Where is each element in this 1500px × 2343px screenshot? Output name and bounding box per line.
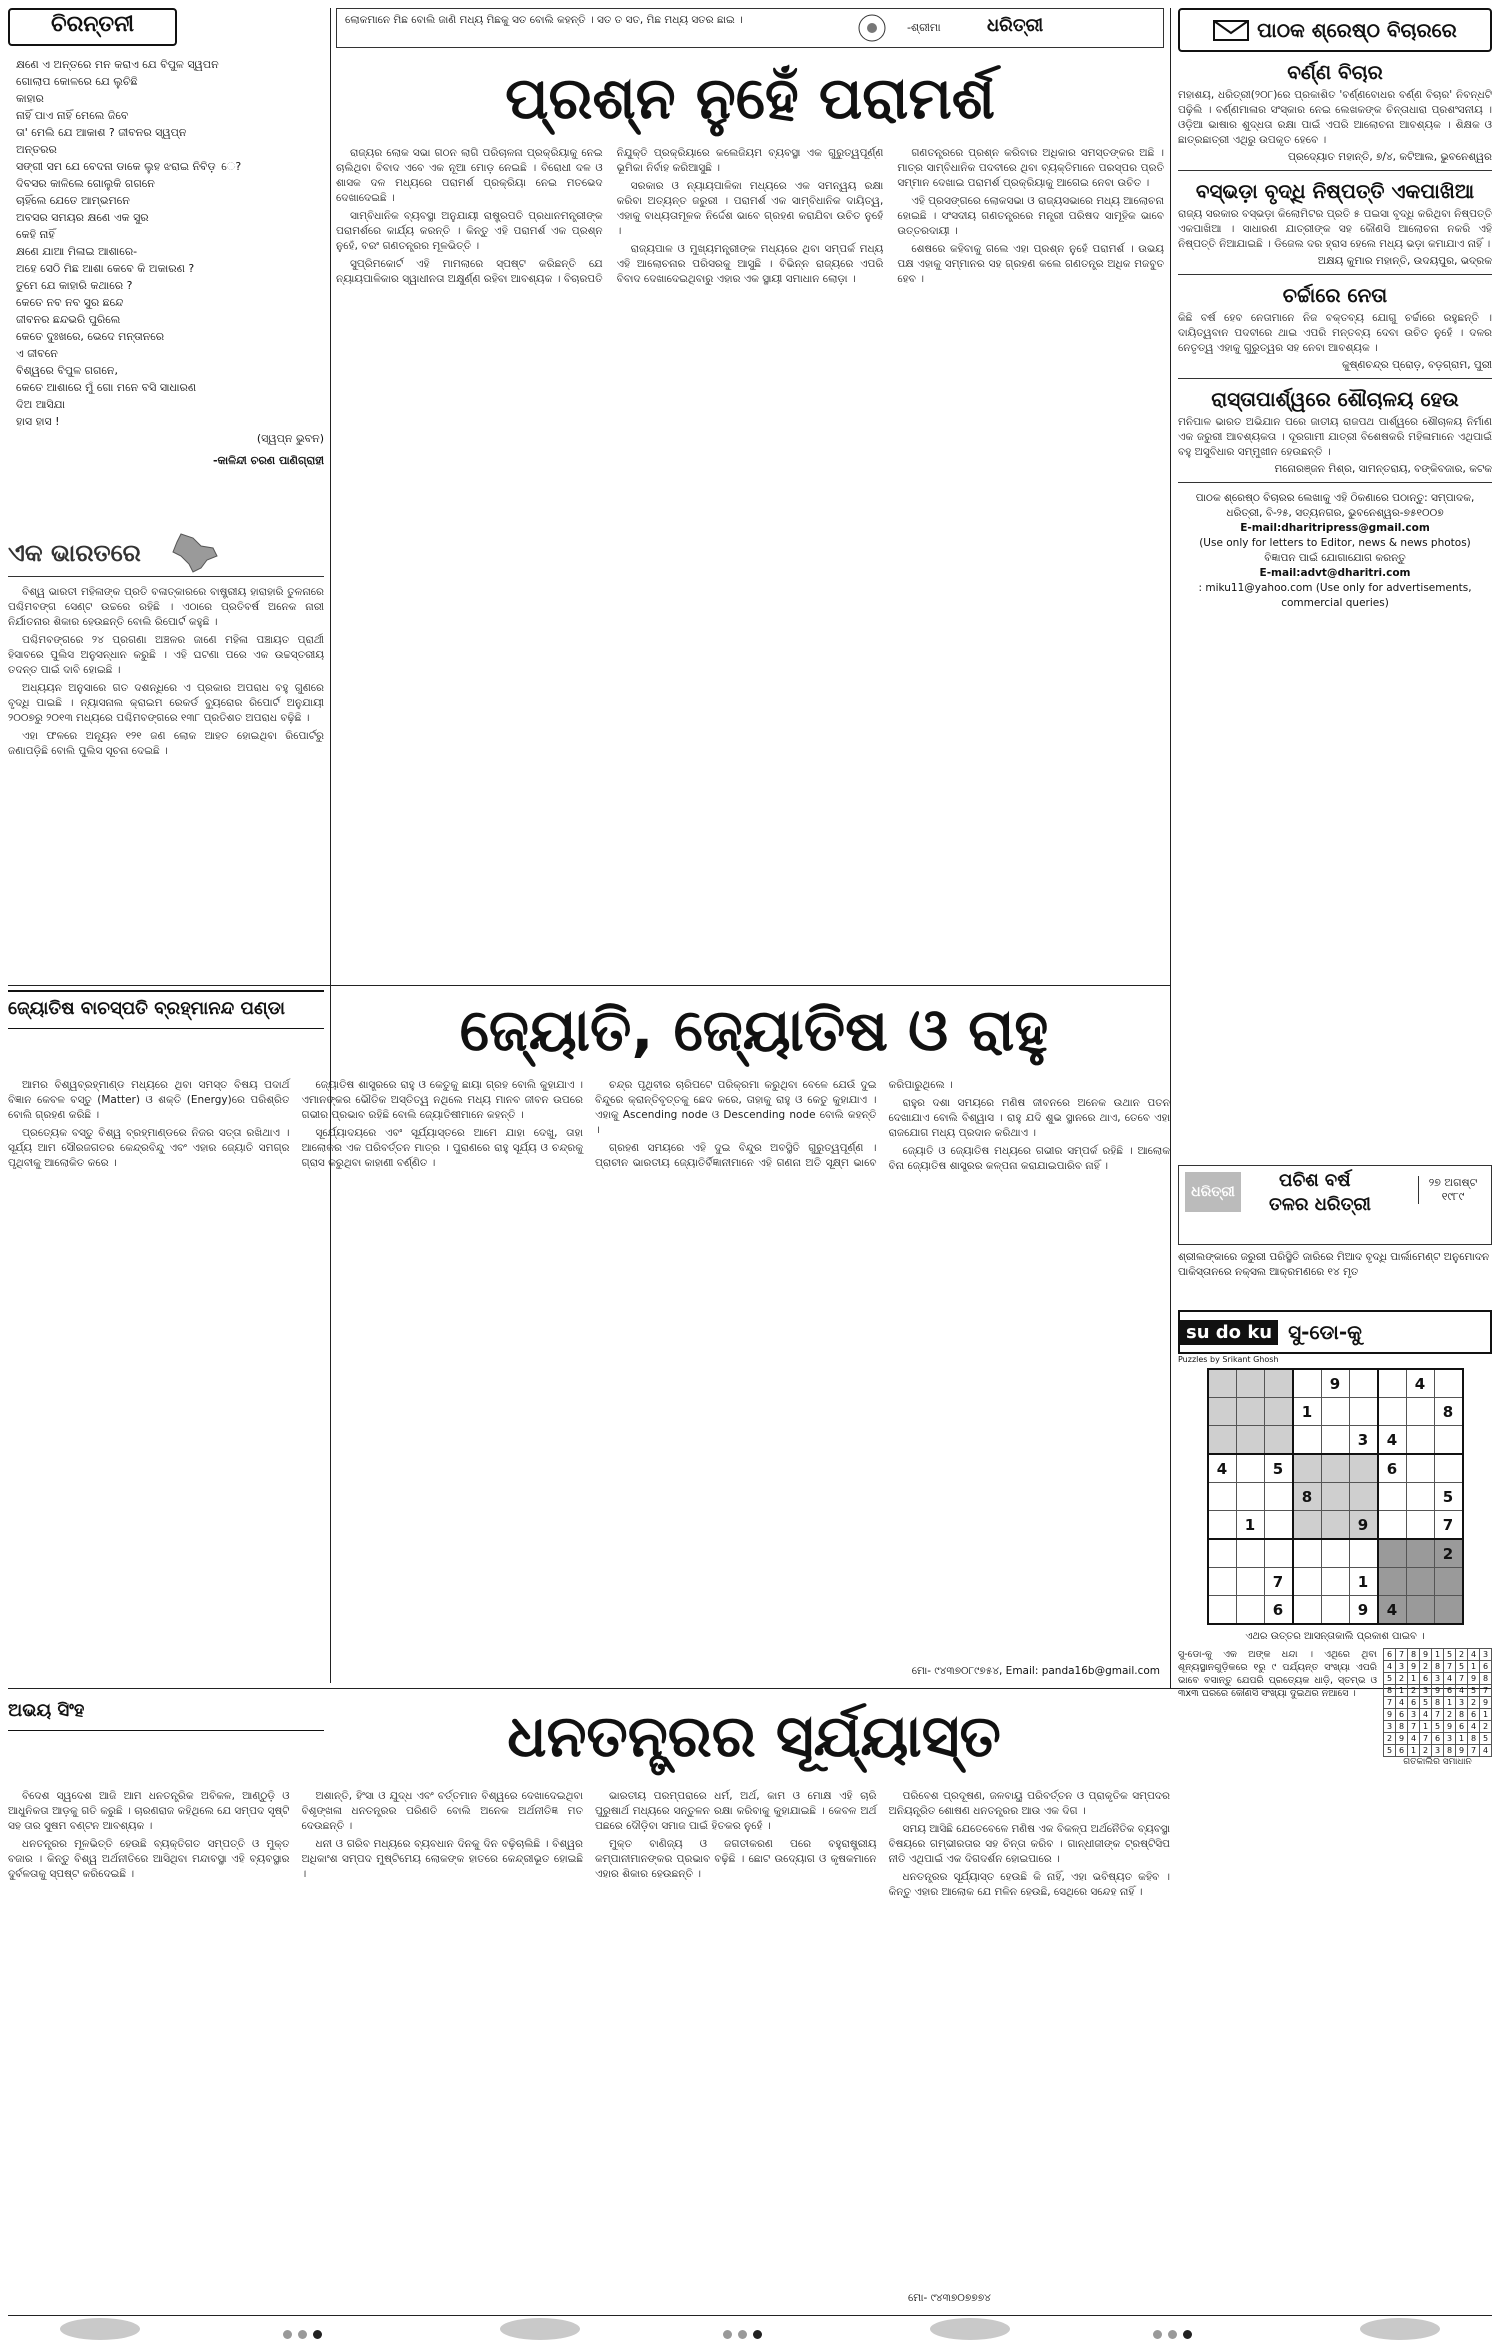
footer-dots (280, 2324, 325, 2343)
paragraph: ରାହୁର ଦଶା ସମୟରେ ମଣିଷ ଜୀବନରେ ଅନେକ ଉଥାନ ପତନ ଦେଖାଯାଏ ବୋଲି ବିଶ୍ୱାସ । ରାହୁ ଯଦି ଶୁଭ ସ୍ଥାନରେ ଥାଏ, ତେବେ ଏହା ରାଜଯୋଗ ମଧ୍ୟ ପ୍ରଦାନ କରିଥାଏ । (888, 1097, 1170, 1139)
solution-cell: 6 (1456, 1721, 1468, 1733)
solution-cell: 7 (1432, 1709, 1444, 1721)
sudoku-cell[interactable]: 3 (1349, 1426, 1378, 1455)
solution-cell: 8 (1384, 1685, 1396, 1697)
sudoku-cell[interactable] (1236, 1454, 1264, 1483)
sudoku-cell[interactable] (1378, 1539, 1407, 1568)
solution-cell: 4 (1480, 1745, 1492, 1757)
paragraph: ପ୍ରତ୍ୟେକ ବସ୍ତୁ ବିଶ୍ୱ ବ୍ରହ୍ମାଣ୍ଡରେ ନିଜର ସତ୍ତା ରଖିଥାଏ । ସୂର୍ଯ୍ୟ ଆମ ସୌରଜଗତର କେନ୍ଦ୍ରବିନ୍ଦୁ ଏବଂ ଏହାର ଜ୍ୟୋତି ସମଗ୍ର ପୃଥିବୀକୁ ଆଲୋକିତ କରେ । (8, 1127, 290, 1169)
solution-cell: 3 (1432, 1745, 1444, 1757)
paragraph: ଆମର ବିଶ୍ୱବ୍ରହ୍ମାଣ୍ଡ ମଧ୍ୟରେ ଥିବା ସମସ୍ତ ବିଷୟ ପଦାର୍ଥ ବିଜ୍ଞାନ କେବଳ ବସ୍ତୁ (Matter) ଓ ଶକ୍ତି (Energy)ରେ ପରିଶ୍ରିତ ବୋଲି ଗ୍ରହଣ କରିଛି । (8, 1079, 290, 1121)
sudoku-cell[interactable] (1236, 1596, 1264, 1625)
sudoku-cell[interactable]: 8 (1293, 1483, 1322, 1511)
solution-cell: 1 (1408, 1673, 1420, 1685)
solution-cell: 9 (1384, 1709, 1396, 1721)
sudoku-cell[interactable] (1208, 1369, 1237, 1398)
solution-cell: 2 (1420, 1661, 1432, 1673)
paragraph: ଅଧ୍ୟୟନ ଅନୁସାରେ ଗତ ଦଶନ୍ଧିରେ ଏ ପ୍ରକାର ଅପରାଧ ବହୁ ଗୁଣରେ ବୃଦ୍ଧି ପାଇଛି । ନ୍ୟାସନାଲ କ୍ରାଇମ ରେକର୍ଡ ବ୍ୟୁରୋର ରିପୋର୍ଟ ଅନୁଯାୟୀ ୨୦୦୭ରୁ ୨୦୧୩ ମଧ୍ୟରେ ପଶ୍ଚିମବଙ୍ଗରେ ୧୩୮ ପ୍ରତିଶତ ଅପରାଧ ବଢ଼ିଛି । (8, 682, 324, 724)
paragraph: ଶେଷରେ କହିବାକୁ ଗଲେ ଏହା ପ୍ରଶ୍ନ ନୁହେଁ ପରାମର୍ଶ । ଉଭୟ ପକ୍ଷ ଏହାକୁ ସମ୍ମାନର ସହ ଗ୍ରହଣ କଲେ ଗଣତନ୍ତ୍ର ଅଧିକ ମଜବୁତ ହେବ । (897, 243, 1164, 285)
letter-body: ମନିପାଳ ଭାରତ ଅଭିଯାନ ପରେ ଜାତୀୟ ରାଜପଥ ପାର୍ଶ୍ୱରେ ଶୌଚାଳୟ ନିର୍ମାଣ ଏକ ଜରୁରୀ ଆବଶ୍ୟକତା । ଦୂରଗାମୀ ଯାତ୍ରୀ ବିଶେଷକରି ମହିଳାମାନେ ଏଥିପାଇଁ ବହୁ ଅସୁବିଧାର ସମ୍ମୁଖୀନ ହେଉଛନ୍ତି । (1178, 416, 1492, 458)
sudoku-cell[interactable] (1321, 1568, 1349, 1596)
solution-cell: 1 (1480, 1709, 1492, 1721)
pachisha-items (1178, 1250, 1492, 1305)
pathak-header (1178, 8, 1492, 52)
section-rule-jyotish (8, 985, 1170, 986)
solution-cell: 5 (1480, 1733, 1492, 1745)
sudoku-cell[interactable]: 4 (1208, 1454, 1237, 1483)
masthead-brand: ଧରିତ୍ରୀ (987, 15, 1044, 36)
solution-cell: 1 (1444, 1697, 1456, 1709)
solution-cell: 3 (1432, 1673, 1444, 1685)
paragraph: ଅଶାନ୍ତି, ହିଂସା ଓ ଯୁଦ୍ଧ ଏବଂ ବର୍ତ୍ତମାନ ବିଶ୍ୱରେ ଦେଖାଦେଇଥିବା ବିଶୃଙ୍ଖଳା ଧନତନ୍ତ୍ରର ପରିଣତି ବୋଲି ଅନେକ ଅର୍ଥନୀତିଜ୍ଞ ମତ ଦେଉଛନ୍ତି । (301, 1790, 583, 1832)
lead-headline: ପ୍ରଶ୍ନ ନୁହେଁ ପରାମର୍ଶ (505, 64, 995, 132)
sudoku-cell[interactable]: 1 (1236, 1511, 1264, 1540)
solution-cell: 2 (1456, 1649, 1468, 1661)
sudoku-cell[interactable] (1321, 1454, 1349, 1483)
sudoku-cell[interactable]: 4 (1378, 1426, 1407, 1455)
pathak-address-note: ପାଠକ ଶ୍ରେଷ୍ଠ ବିଚାରର ଲେଖାକୁ ଏହି ଠିକଣାରେ ପଠାନ୍ତୁ: ସମ୍ପାଦକ, ଧରିତ୍ରୀ, ବି-୨୫, ସତ୍ୟନଗର, ଭୁବନେଶ୍ୱର-୭୫୧୦୦୭ (1195, 492, 1475, 519)
solution-cell: 8 (1456, 1709, 1468, 1721)
solution-cell: 7 (1396, 1649, 1408, 1661)
solution-cell: 8 (1408, 1649, 1420, 1661)
sudoku-cell[interactable] (1378, 1398, 1407, 1426)
sudoku-cell[interactable] (1321, 1426, 1349, 1455)
solution-cell: 6 (1468, 1709, 1480, 1721)
solution-cell: 6 (1420, 1673, 1432, 1685)
sudoku-cell[interactable] (1236, 1369, 1264, 1398)
paragraph: ମୁକ୍ତ ବାଣିଜ୍ୟ ଓ ଜଗତୀକରଣ ପରେ ବହୁରାଷ୍ଟ୍ରୀୟ କମ୍ପାନୀମାନଙ୍କର ପ୍ରଭାବ ବଢ଼ିଛି । ଛୋଟ ଉଦ୍ୟୋଗ ଓ କୃଷକମାନେ ଏହାର ଶିକାର ହେଉଛନ୍ତି । (595, 1838, 877, 1880)
sudoku-cell[interactable] (1236, 1483, 1264, 1511)
ekbharat-body (8, 585, 324, 759)
solution-cell: 3 (1420, 1685, 1432, 1697)
jyotish-byline: ଜ୍ୟୋତିଷ ବାଚସ୍ପତି ବ୍ରହ୍ମାନନ୍ଦ ପଣ୍ଡା (8, 990, 324, 1029)
solution-cell: 7 (1408, 1721, 1420, 1733)
solution-cell: 5 (1432, 1721, 1444, 1733)
solution-cell: 9 (1456, 1745, 1468, 1757)
sudoku-cell[interactable] (1208, 1539, 1237, 1568)
sudoku-grid[interactable] (1207, 1368, 1464, 1625)
solution-cell: 7 (1444, 1661, 1456, 1673)
sudoku-cell[interactable] (1293, 1426, 1322, 1455)
pachisha-brand: ଧରିତ୍ରୀ (1185, 1172, 1241, 1212)
solution-cell: 4 (1408, 1733, 1420, 1745)
paragraph: ଏହି ପ୍ରସଙ୍ଗରେ ଲୋକସଭା ଓ ରାଜ୍ୟସଭାରେ ମଧ୍ୟ ଆଲୋଚନା ହୋଇଛି । ସଂସଦୀୟ ଗଣତନ୍ତ୍ରରେ ମନ୍ତ୍ରୀ ପରିଷଦ ସାମୂହିକ ଭାବେ ଉତ୍ତରଦାୟୀ । (897, 195, 1164, 237)
paragraph: ଜ୍ୟୋତି ଓ ଜ୍ୟୋତିଷ ମଧ୍ୟରେ ଗଭୀର ସମ୍ପର୍କ ରହିଛି । ଆଲୋକ ବିନା ଜ୍ୟୋତିଷ ଶାସ୍ତ୍ରର କଳ୍ପନା କରାଯାଇପାରିବ ନାହିଁ । (888, 1145, 1170, 1172)
solution-cell: 7 (1384, 1697, 1396, 1709)
pathak-email-advt[interactable]: E-mail:advt@dharitri.com (1259, 567, 1411, 579)
page-bottom-rule (8, 2315, 1492, 2316)
emblem-icon (857, 13, 887, 43)
sudoku-cell[interactable] (1406, 1398, 1434, 1426)
sudoku-cell[interactable]: 5 (1264, 1454, 1293, 1483)
sudoku-cell[interactable]: 5 (1434, 1483, 1463, 1511)
letter-title: ବର୍ଣ୍ଣ ବିଚାର (1287, 60, 1383, 84)
sudoku-cell[interactable] (1406, 1539, 1434, 1568)
solution-cell: 3 (1384, 1721, 1396, 1733)
lead-body (336, 146, 1164, 966)
solution-cell: 6 (1444, 1685, 1456, 1697)
paragraph: ରାଜ୍ୟର ଲୋକ ସଭା ଗଠନ ଲାଗି ପରିଚାଳନା ପ୍ରକ୍ରିୟାକୁ ନେଇ ଚାଲିଥିବା ବିବାଦ ଏବେ ଏକ ନୂଆ ମୋଡ଼ ନେଇଛି । ବିରୋଧୀ ଦଳ ଓ ଶାସକ ଦଳ ମଧ୍ୟରେ ପରାମର୍ଶ ପ୍ରକ୍ରିୟା ନେଇ ମତଭେଦ ଦେଖାଦେଇଛି । (336, 147, 603, 204)
solution-cell: 5 (1444, 1649, 1456, 1661)
footer-oval (500, 2318, 580, 2340)
solution-cell: 9 (1432, 1685, 1444, 1697)
solution-cell: 8 (1432, 1697, 1444, 1709)
solution-cell: 1 (1432, 1649, 1444, 1661)
solution-cell: 7 (1456, 1673, 1468, 1685)
sudoku-cell[interactable] (1434, 1426, 1463, 1455)
solution-cell: 5 (1456, 1661, 1468, 1673)
envelope-icon (1213, 18, 1249, 42)
solution-cell: 7 (1468, 1745, 1480, 1757)
solution-cell: 1 (1396, 1685, 1408, 1697)
ekbharat-section (8, 530, 324, 980)
solution-cell: 9 (1444, 1721, 1456, 1733)
solution-cell: 7 (1420, 1733, 1432, 1745)
footer-oval (1360, 2318, 1440, 2340)
sudoku-cell[interactable] (1434, 1454, 1463, 1483)
sudoku-cell[interactable]: 4 (1378, 1596, 1407, 1625)
sudoku-cell[interactable] (1349, 1483, 1378, 1511)
solution-cell: 3 (1396, 1661, 1408, 1673)
solution-cell: 5 (1420, 1697, 1432, 1709)
solution-cell: 2 (1384, 1733, 1396, 1745)
paragraph: ସାମ୍ବିଧାନିକ ବ୍ୟବସ୍ଥା ଅନୁଯାୟୀ ରାଷ୍ଟ୍ରପତି ପ୍ରଧାନମନ୍ତ୍ରୀଙ୍କ ପରାମର୍ଶରେ କାର୍ଯ୍ୟ କରନ୍ତି । କିନ୍ତୁ ଏହି ପରାମର୍ଶ ଏକ ପ୍ରଶ୍ନ ନୁହେଁ, ବରଂ ଗଣତନ୍ତ୍ରର ମୂଳଭିତ୍ତି । (336, 210, 603, 252)
sudoku-section (1178, 1310, 1492, 1767)
letter-body: ମହାଶୟ, ଧରିତ୍ରୀ(୨୦୮)ରେ ପ୍ରକାଶିତ 'ବର୍ଣ୍ଣବୋଧର ବର୍ଣ୍ଣ ବିଚାର' ନିବନ୍ଧଟି ପଢ଼ିଲି । ବର୍ଣ୍ଣମାଳାର ସଂସ୍କାର ନେଇ ଲେଖକଙ୍କ ଚିନ୍ତାଧାରା ପ୍ରଶଂସନୀୟ । ଓଡ଼ିଆ ଭାଷାର ଶୁଦ୍ଧତା ରକ୍ଷା ପାଇଁ ଏପରି ଆଲୋଚନା ଆବଶ୍ୟକ । ଶିକ୍ଷକ ଓ ଛାତ୍ରଛାତ୍ରୀ ଏଥିରୁ ଉପକୃତ ହେବେ । (1178, 89, 1492, 146)
sudoku-cell[interactable] (1236, 1426, 1264, 1455)
pachisha-title2: ତଳର ଧରିତ୍ରୀ (1269, 1194, 1371, 1215)
sudoku-cell[interactable] (1264, 1511, 1293, 1540)
letter-title: ବସ୍‌ଭଡ଼ା ବୃଦ୍ଧି ନିଷ୍ପତ୍ତି ଏକପାଖିଆ (1195, 179, 1475, 203)
paragraph: ବିଶ୍ୱ ଭାରତୀ ମହିଳାଙ୍କ ପ୍ରତି ବଳାତ୍କାରରେ ବାଷ୍ଟ୍ରୀୟ ହାରାହାରି ତୁଳନାରେ ପଶ୍ଚିମବଙ୍ଗ ସେଣ୍ଟ ଉଚ୍ଚରେ ରହିଛି । ଏଠାରେ ପ୍ରତିବର୍ଷ ଅନେକ ନାରୀ ନିର୍ଯାତନାର ଶିକାର ହେଉଛନ୍ତି ବୋଲି ରିପୋର୍ଟ କହୁଛି । (8, 586, 324, 628)
letter-title: ରାସ୍ତାପାର୍ଶ୍ୱରେ ଶୌଚାଳୟ ହେଉ (1211, 387, 1459, 411)
sudoku-cell[interactable]: 7 (1264, 1568, 1293, 1596)
sudoku-cell[interactable]: 7 (1434, 1511, 1463, 1540)
sudoku-cell[interactable]: 4 (1406, 1369, 1434, 1398)
sudoku-cell[interactable] (1321, 1398, 1349, 1426)
footer-dots (1150, 2324, 1195, 2343)
sudoku-cell[interactable]: 9 (1321, 1369, 1349, 1398)
paragraph: ଧନତନ୍ତ୍ରର ସୂର୍ଯ୍ୟାସ୍ତ ହେଉଛି କି ନାହିଁ, ଏହା ଭବିଷ୍ୟତ କହିବ । କିନ୍ତୁ ଏହାର ଆଲୋକ ଯେ ମଳିନ ହେଉଛି, ସେଥିରେ ସନ୍ଦେହ ନାହିଁ । (888, 1871, 1170, 1898)
sudoku-cell[interactable] (1264, 1539, 1293, 1568)
chirantani-poem: କ୍ଷଣେ ଏ ଅନ୍ତରେ ମନ କରାଏ ଯେ ବିପୁଳ ସ୍ୱପନ ଗୋଲାପ କୋଳରେ ଯେ ଲୁଚିଛି କାହାର ନାହିଁ ପାଏ ନାହିଁ ମେଲେ ଜିବେ ତା' ମେଲି ଯେ ଆକାଶ ? ଜୀବନର ସ୍ୱପ୍ନ ଅନ୍ତରର ସଙ୍ଗୀ ସମ ଯେ ବେଦନା ଡାକେ ଲୁହ ଝରାଇ ନିବିଡ଼ େ? ଦିବସର କାଳିଲେ ଗୋଲୁକି ଗଗନେ ଚାହିଁଲେ ଯେତେ ଆମ୍ଭମନେ ଅବସର ସମୟର କ୍ଷଣେ ଏକ ସୁର କେହି ନାହିଁ କ୍ଷଣେ ଯାଆ ମିଳାଇ ଆଶାରେ- ଅହେ ସେଠି ମିଛ ଆଶା କେବେ କି ଅକାରଣ ? ତୁମେ ଯେ କାହାରି କଥାରେ ? କେତେ ନବ ନବ ସୁର ଛନ୍ଦେ ଜୀବନର ଛନ୍ଦଭରି ପୁରିଲେ କେତେ ଦୁଃଖରେ, ଭେଦେ ମନ୍ତାନରେ ଏ ଜୀବନେ ବିଶ୍ୱରେ ବିପୁଳ ଗଗନେ, କେତେ ଆଶାରେ ମୁଁ ଗୋ ମନେ ବସି ସାଧାରଣ ଦିଅ ଆସିଯା ହାସ ହାସ ! (16, 58, 242, 428)
solution-cell: 6 (1384, 1649, 1396, 1661)
solution-cell: 8 (1468, 1733, 1480, 1745)
chirantani-author: -କାଳିନ୍ଦୀ ଚରଣ ପାଣିଗ୍ରାହୀ (212, 454, 324, 467)
sudoku-cell[interactable]: 6 (1378, 1454, 1407, 1483)
solution-cell: 1 (1468, 1661, 1480, 1673)
pachisha-date: ୨୭ ଅଗଷ୍ଟ ୧୯୮୯ (1418, 1176, 1483, 1204)
paragraph: ଗ୍ରହଣ ସମୟରେ ଏହି ଦୁଇ ବିନ୍ଦୁର ଅବସ୍ଥିତି ଗୁରୁତ୍ୱପୂର୍ଣ୍ଣ । ପ୍ରାଚୀନ ଭାରତୀୟ ଜ୍ୟୋତିର୍ବିଜ୍ଞାନୀମାନେ ଏହି ଗଣନା ଅତି ସୂକ୍ଷ୍ମ ଭାବେ କରିପାରୁଥିଲେ । (595, 1079, 953, 1169)
sudoku-prev-note: ଗତକାଲିର ସମାଧାନ (1403, 1757, 1472, 1767)
sudoku-cell[interactable] (1434, 1568, 1463, 1596)
solution-cell: 6 (1396, 1745, 1408, 1757)
sudoku-cell[interactable]: 1 (1293, 1398, 1322, 1426)
solution-cell: 8 (1432, 1661, 1444, 1673)
sudoku-cell[interactable] (1349, 1539, 1378, 1568)
sudoku-by: Puzzles by Srikant Ghosh (1178, 1355, 1279, 1364)
dhanatantra-byline: ଅଭୟ ସିଂହ (8, 1694, 324, 1731)
pachisha-item: ପାକିସ୍ତାନରେ ନକ୍ସଲ ଆକ୍ରମଣରେ ୧୪ ମୃତ (1178, 1266, 1359, 1278)
sudoku-cell[interactable] (1264, 1369, 1293, 1398)
pathak-section (1178, 8, 1492, 1158)
jyotish-section (8, 990, 1170, 1684)
pachisha-box (1178, 1165, 1492, 1245)
solution-cell: 5 (1384, 1673, 1396, 1685)
solution-cell: 8 (1396, 1721, 1408, 1733)
india-map-icon (151, 532, 221, 574)
masthead-quote: ଲୋକମାନେ ମିଛ ବୋଲି ଜାଣି ମଧ୍ୟ ମିଛକୁ ସତ ବୋଲି କହନ୍ତି । ସତ ତ ସତ, ମିଛ ମଧ୍ୟ ସତର ଛାଇ । (345, 14, 743, 26)
sudoku-cell[interactable] (1208, 1398, 1237, 1426)
dhanatantra-contact: ମୋ- ୯୪୩୭୦୭୭୭୪ (908, 2292, 991, 2304)
sudoku-cell[interactable] (1208, 1596, 1237, 1625)
solution-cell: 4 (1384, 1661, 1396, 1673)
pathak-email-yahoo[interactable]: : miku11@yahoo.com (Use only for advertisements, commercial queries) (1198, 582, 1472, 609)
sudoku-cell[interactable] (1293, 1511, 1322, 1540)
pachisha-title1: ପଚିଶ ବର୍ଷ (1279, 1170, 1351, 1191)
lead-section (336, 56, 1164, 981)
quote-bar (336, 8, 1164, 48)
sudoku-cell[interactable] (1434, 1596, 1463, 1625)
pathak-contact-block (1178, 491, 1492, 611)
sudoku-cell[interactable]: 6 (1264, 1596, 1293, 1625)
sudoku-cell[interactable] (1321, 1511, 1349, 1540)
paragraph: ଚନ୍ଦ୍ର ପୃଥିବୀର ଚାରିପଟେ ପରିକ୍ରମା କରୁଥିବା ବେଳେ ଯେଉଁ ଦୁଇ ବିନ୍ଦୁରେ କ୍ରାନ୍ତିବୃତ୍ତକୁ ଛେଦ କରେ, ତାହାକୁ ରାହୁ ଓ କେତୁ କୁହାଯାଏ । ଏହାକୁ Ascending node ଓ Descending node ବୋଲି କହନ୍ତି । (595, 1079, 877, 1136)
sudoku-cell[interactable] (1293, 1369, 1322, 1398)
chirantani-section (8, 8, 324, 523)
sudoku-cell[interactable] (1208, 1568, 1237, 1596)
sudoku-answer-note: ଏଥର ଉତ୍ତର ଆସନ୍ତାକାଲି ପ୍ରକାଶ ପାଇବ । (1245, 1631, 1425, 1642)
solution-cell: 7 (1480, 1685, 1492, 1697)
jyotish-headline: ଜ୍ୟୋତି, ଜ୍ୟୋତିଷ ଓ ରାହୁ (459, 996, 1049, 1064)
paragraph: ସମୟ ଆସିଛି ଯେତେବେଳେ ମଣିଷ ଏକ ବିକଳ୍ପ ଅର୍ଥନୈତିକ ବ୍ୟବସ୍ଥା ବିଷୟରେ ଗମ୍ଭୀରତାର ସହ ଚିନ୍ତା କରିବ । ଗାନ୍ଧୀଜୀଙ୍କ ଟ୍ରଷ୍ଟିସିପ ନୀତି ଏଥିପାଇଁ ଏକ ଦିଗଦର୍ଶନ ହୋଇପାରେ । (888, 1823, 1170, 1865)
solution-cell: 2 (1420, 1745, 1432, 1757)
paragraph: ସରକାର ଓ ନ୍ୟାୟପାଳିକା ମଧ୍ୟରେ ଏକ ସମନ୍ୱୟ ରକ୍ଷା କରିବା ଅତ୍ୟନ୍ତ ଜରୁରୀ । ପରାମର୍ଶ ଏକ ସାମ୍ବିଧାନିକ ଦାୟିତ୍ୱ, ଏହାକୁ ବାଧ୍ୟତାମୂଳକ ନିର୍ଦ୍ଦେଶ ଭାବେ ଗ୍ରହଣ କରାଯିବା ଉଚିତ ନୁହେଁ । (616, 180, 884, 237)
sudoku-cell[interactable] (1406, 1511, 1434, 1540)
sudoku-cell[interactable] (1349, 1398, 1378, 1426)
solution-cell: 8 (1444, 1745, 1456, 1757)
solution-cell: 3 (1408, 1709, 1420, 1721)
solution-cell: 4 (1456, 1685, 1468, 1697)
solution-cell: 5 (1384, 1745, 1396, 1757)
footer-dots (720, 2324, 765, 2343)
solution-cell: 1 (1408, 1745, 1420, 1757)
sudoku-cell[interactable]: 9 (1349, 1511, 1378, 1540)
paragraph: ଜ୍ୟୋତିଷ ଶାସ୍ତ୍ରରେ ରାହୁ ଓ କେତୁକୁ ଛାୟା ଗ୍ରହ ବୋଲି କୁହାଯାଏ । ଏମାନଙ୍କର ଭୌତିକ ଅସ୍ତିତ୍ୱ ନଥିଲେ ମଧ୍ୟ ମାନବ ଜୀବନ ଉପରେ ଗଭୀର ପ୍ରଭାବ ରହିଛି ବୋଲି ଜ୍ୟୋତିଷୀମାନେ କହନ୍ତି । (301, 1079, 583, 1121)
pathak-email-editor[interactable]: E-mail:dharitripress@gmail.com (1240, 522, 1430, 534)
paragraph: ଭାରତୀୟ ପରମ୍ପରାରେ ଧର୍ମ, ଅର୍ଥ, କାମ ଓ ମୋକ୍ଷ ଏହି ଚାରି ପୁରୁଷାର୍ଥ ମଧ୍ୟରେ ସନ୍ତୁଳନ ରକ୍ଷା କରିବାକୁ କୁହାଯାଇଛି । କେବଳ ଅର୍ଥ ପଛରେ ଦୌଡ଼ିବା ସମାଜ ପାଇଁ ହିତକର ନୁହେଁ । (595, 1790, 877, 1832)
sudoku-cell[interactable] (1406, 1596, 1434, 1625)
paragraph: ସୁପ୍ରିମକୋର୍ଟ ଏହି ମାମଲାରେ ସ୍ପଷ୍ଟ କରିଛନ୍ତି ଯେ ନ୍ୟାୟପାଳିକାର ସ୍ୱାଧୀନତା ଅକ୍ଷୁର୍ଣ୍ଣ ରହିବା ଆବଶ୍ୟକ । ବିଚାରପତି ନିଯୁକ୍ତି ପ୍ରକ୍ରିୟାରେ କଲେଜିୟମ ବ୍ୟବସ୍ଥା ଏକ ଗୁରୁତ୍ୱପୂର୍ଣ୍ଣ ଭୂମିକା ନିର୍ବାହ କରିଆସୁଛି । (336, 147, 884, 285)
sudoku-cell[interactable] (1378, 1483, 1407, 1511)
letter-author: ମନୋରଞ୍ଜନ ମିଶ୍ର, ସାମନ୍ତରାୟ, ବଙ୍କିବଜାର, କଟକ (1274, 463, 1492, 475)
sudoku-cell[interactable] (1321, 1596, 1349, 1625)
sudoku-cell[interactable] (1264, 1426, 1293, 1455)
letter-body: କିଛି ବର୍ଷ ହେବ ନେତାମାନେ ନିଜ ବକ୍ତବ୍ୟ ଯୋଗୁ ଚର୍ଚ୍ଚାରେ ରହୁଛନ୍ତି । ଦାୟିତ୍ୱବାନ ପଦବୀରେ ଥାଇ ଏପରି ମନ୍ତବ୍ୟ ଦେବା ଉଚିତ ନୁହେଁ । ଦଳର ନେତୃତ୍ୱ ଏହାକୁ ଗୁରୁତ୍ୱର ସହ ନେବା ଆବଶ୍ୟକ । (1178, 312, 1492, 354)
sudoku-cell[interactable]: 1 (1349, 1568, 1378, 1596)
dhanatantra-section (8, 1694, 1492, 2309)
sudoku-cell[interactable] (1293, 1568, 1322, 1596)
solution-cell: 4 (1468, 1649, 1480, 1661)
paragraph: ପଶ୍ଚିମବଙ୍ଗରେ ୨୪ ପ୍ରଗଣା ଅଞ୍ଚଳର ଜାଣେ ମହିଳା ପଞ୍ଚାୟତ ପ୍ରାର୍ଥୀ ହିସାବରେ ପୁଲିସ ଅନୁସନ୍ଧାନ କରୁଛି । ଏହି ଘଟଣା ପରେ ଏକ ଉଚ୍ଚସ୍ତରୀୟ ତଦନ୍ତ ପାଇଁ ଦାବି ହୋଇଛି । (8, 634, 324, 676)
paragraph: ସୂର୍ଯ୍ୟୋଦୟରେ ଏବଂ ସୂର୍ଯ୍ୟାସ୍ତରେ ଆମେ ଯାହା ଦେଖୁ, ତାହା ଆଲୋକର ଏକ ପରିବର୍ତ୍ତନ ମାତ୍ର । ପୁରାଣରେ ରାହୁ ସୂର୍ଯ୍ୟ ଓ ଚନ୍ଦ୍ରକୁ ଗ୍ରାସ କରୁଥିବା କାହାଣୀ ବର୍ଣ୍ଣିତ । (301, 1127, 583, 1169)
pachisha-item: ଶ୍ରୀଲଙ୍କାରେ ଜରୁରୀ ପରିସ୍ଥିତି ଜାରିରେ ମିଆଦ ବୃଦ୍ଧି ପାର୍ଲାମେଣ୍ଟ ଅନୁମୋଦନ (1178, 1251, 1490, 1263)
sudoku-cell[interactable] (1378, 1511, 1407, 1540)
sudoku-cell[interactable] (1264, 1398, 1293, 1426)
solution-cell: 9 (1480, 1697, 1492, 1709)
solution-cell: 5 (1468, 1685, 1480, 1697)
chirantani-title: ଚିରନ୍ତନୀ (8, 8, 177, 46)
solution-cell: 9 (1408, 1661, 1420, 1673)
letter-author: ଅକ୍ଷୟ କୁମାର ମହାନ୍ତି, ଉଦୟପୁର, ଭଦ୍ରକ (1317, 255, 1492, 267)
sudoku-cell[interactable] (1321, 1483, 1349, 1511)
paragraph: ରାଜ୍ୟପାଳ ଓ ମୁଖ୍ୟମନ୍ତ୍ରୀଙ୍କ ମଧ୍ୟରେ ଥିବା ସମ୍ପର୍କ ମଧ୍ୟ ଏହି ଆଲୋଚନାର ପରିସରକୁ ଆସୁଛି । ବିଭିନ୍ନ ରାଜ୍ୟରେ ଏପରି ବିବାଦ ଦେଖାଦେଇଥିବାରୁ ଏହାର ଏକ ସ୍ଥାୟୀ ସମାଧାନ ଲୋଡ଼ା । (616, 243, 884, 285)
page-footer-ornaments (0, 2318, 1500, 2339)
sudoku-cell[interactable] (1293, 1596, 1322, 1625)
ekbharat-title: ଏକ ଭାରତରେ (8, 539, 141, 567)
solution-cell: 9 (1468, 1673, 1480, 1685)
sudoku-cell[interactable] (1208, 1511, 1237, 1540)
solution-cell: 8 (1480, 1673, 1492, 1685)
solution-cell: 2 (1480, 1721, 1492, 1733)
letter (1178, 387, 1492, 483)
footer-oval (930, 2318, 1010, 2340)
sudoku-cell[interactable] (1378, 1369, 1407, 1398)
sudoku-cell[interactable] (1236, 1398, 1264, 1426)
paragraph: ଧନତନ୍ତ୍ରର ମୂଳଭିତ୍ତି ହେଉଛି ବ୍ୟକ୍ତିଗତ ସମ୍ପତ୍ତି ଓ ମୁକ୍ତ ବଜାର । କିନ୍ତୁ ବିଶ୍ୱ ଅର୍ଥନୀତିରେ ଆସିଥିବା ମନ୍ଦାବସ୍ଥା ଏହି ବ୍ୟବସ୍ଥାର ଦୁର୍ବଳତାକୁ ସ୍ପଷ୍ଟ କରିଦେଇଛି । (8, 1838, 290, 1880)
solution-cell: 6 (1480, 1661, 1492, 1673)
solution-cell: 1 (1456, 1733, 1468, 1745)
solution-cell: 2 (1444, 1709, 1456, 1721)
pathak-adv-label: ବିଜ୍ଞାପନ ପାଇଁ ଯୋଗାଯୋଗ କରନ୍ତୁ (1264, 552, 1406, 564)
masthead-quote-author: -ଶ୍ରୀମା (907, 21, 941, 34)
solution-cell: 4 (1444, 1673, 1456, 1685)
solution-cell: 6 (1408, 1697, 1420, 1709)
sudoku-cell[interactable] (1406, 1454, 1434, 1483)
solution-cell: 1 (1420, 1721, 1432, 1733)
solution-cell: 2 (1396, 1673, 1408, 1685)
sudoku-logo: su do ku (1180, 1320, 1278, 1345)
sudoku-cell[interactable]: 2 (1434, 1539, 1463, 1568)
solution-cell: 9 (1396, 1733, 1408, 1745)
sudoku-cell[interactable] (1406, 1426, 1434, 1455)
sudoku-cell[interactable]: 9 (1349, 1596, 1378, 1625)
letter-title: ଚର୍ଚ୍ଚାରେ ନେତା (1282, 283, 1388, 307)
jyotish-body (8, 1078, 1170, 1658)
solution-cell: 3 (1456, 1697, 1468, 1709)
letter-author: କୁଷ୍ଣଚନ୍ଦ୍ର ପ୍ରୋଡ଼, ବଡ଼ଗ୍ରାମ, ପୁରୀ (1341, 359, 1492, 371)
solution-cell: 9 (1420, 1649, 1432, 1661)
pathak-title: ପାଠକ ଶ୍ରେଷ୍ଠ ବିଚାରରେ (1257, 18, 1457, 42)
letter (1178, 60, 1492, 171)
sudoku-cell[interactable] (1349, 1369, 1378, 1398)
footer-oval (60, 2318, 140, 2340)
dhanatantra-headline: ଧନତନ୍ତ୍ରର ସୂର୍ଯ୍ୟାସ୍ତ (507, 1702, 1001, 1770)
solution-cell: 2 (1468, 1697, 1480, 1709)
sudoku-cell[interactable] (1349, 1454, 1378, 1483)
sudoku-cell[interactable] (1434, 1369, 1463, 1398)
sudoku-cell[interactable] (1293, 1539, 1322, 1568)
pathak-email-note: (Use only for letters to Editor, news & news photos) (1199, 537, 1471, 549)
sudoku-cell[interactable]: 8 (1434, 1398, 1463, 1426)
solution-cell: 4 (1396, 1697, 1408, 1709)
sudoku-cell[interactable] (1208, 1426, 1237, 1455)
sudoku-cell[interactable] (1208, 1483, 1237, 1511)
sudoku-cell[interactable] (1378, 1568, 1407, 1596)
paragraph: ବିଦେଶ ସ୍ୱଦେଶ ଆଜି ଆମ ଧନତନ୍ତ୍ରିକ ଅବିକଳ, ଆଣ୍ଠୁଡ଼ି ଓ ଆଧୁନିକତା ଆଡ଼କୁ ଗତି କରୁଛି । ଚାରଣରାଜ କହିଥିଲେ ଯେ ସମ୍ପଦ ସୃଷ୍ଟି ସହ ତାର ସୁଷମ ବଣ୍ଟନ ଆବଶ୍ୟକ । (8, 1790, 290, 1832)
solution-cell: 4 (1468, 1721, 1480, 1733)
sudoku-cell[interactable] (1236, 1568, 1264, 1596)
letter (1178, 283, 1492, 379)
letter-author: ପ୍ରଦ୍ୟୋତ ମହାନ୍ତି, ୭/୪, କଟିଆଲ, ଭୁବନେଶ୍ୱର (1288, 151, 1492, 163)
solution-cell: 2 (1408, 1685, 1420, 1697)
sudoku-cell[interactable] (1321, 1539, 1349, 1568)
letter (1178, 179, 1492, 275)
sudoku-cell[interactable] (1406, 1568, 1434, 1596)
pathak-letters (1178, 60, 1492, 483)
column-rule-right (1170, 8, 1171, 1688)
sudoku-title: ସୁ-ଡୋ-କୁ (1288, 1320, 1362, 1344)
sudoku-cell[interactable] (1264, 1483, 1293, 1511)
paragraph: ଗଣତନ୍ତ୍ରରେ ପ୍ରଶ୍ନ କରିବାର ଅଧିକାର ସମସ୍ତଙ୍କର ଅଛି । ମାତ୍ର ସାମ୍ବିଧାନିକ ପଦବୀରେ ଥିବା ବ୍ୟକ୍ତିମାନେ ପରସ୍ପର ପ୍ରତି ସମ୍ମାନ ଦେଖାଇ ପରାମର୍ଶ ପ୍ରକ୍ରିୟାକୁ ଆଗେଇ ନେବା ଉଚିତ । (897, 147, 1164, 189)
sudoku-rules: ସୁ-ଡୋ-କୁ ଏକ ଅଙ୍କ ଧନ୍ଦା । ଏଥିରେ ଥିବା ଶୂନ୍ୟସ୍ଥାନଗୁଡ଼ିକରେ ୧ରୁ ୯ ପର୍ଯ୍ୟନ୍ତ ସଂଖ୍ୟା ଏପରି ଭାବେ ବସାନ୍ତୁ ଯେପରି ପ୍ରତ୍ୟେକ ଧାଡ଼ି, ସ୍ତମ୍ଭ ଓ ୩x୩ ଘରରେ କୌଣସି ସଂଖ୍ୟା ଦୁଇଥର ନଆସେ । (1178, 1649, 1377, 1699)
jyotish-contact: ମୋ- ୯୪୩୭୦୮୯୭୫୪, Email: panda16b@gmail.com (911, 1665, 1160, 1677)
paragraph: ଧନୀ ଓ ଗରିବ ମଧ୍ୟରେ ବ୍ୟବଧାନ ଦିନକୁ ଦିନ ବଢ଼ିଚାଲିଛି । ବିଶ୍ୱର ଅଧିକାଂଶ ସମ୍ପଦ ମୁଷ୍ଟିମେୟ ଲୋକଙ୍କ ହାତରେ କେନ୍ଦ୍ରୀଭୂତ ହୋଇଛି । (301, 1838, 583, 1880)
solution-cell: 6 (1396, 1709, 1408, 1721)
chirantani-poem-note: (ସ୍ୱପ୍ନ ଭୁବନ) (256, 432, 324, 445)
solution-cell: 4 (1420, 1709, 1432, 1721)
solution-cell: 3 (1480, 1649, 1492, 1661)
solution-cell: 3 (1444, 1733, 1456, 1745)
sudoku-cell[interactable] (1293, 1454, 1322, 1483)
dhanatantra-body (8, 1789, 1170, 2289)
sudoku-cell[interactable] (1406, 1483, 1434, 1511)
solution-cell: 6 (1432, 1733, 1444, 1745)
sudoku-cell[interactable] (1236, 1539, 1264, 1568)
letter-body: ରାଜ୍ୟ ସରକାର ବସ୍‌ଭଡ଼ା କିଲୋମିଟର ପ୍ରତି ୫ ପଇସା ବୃଦ୍ଧି କରିଥିବା ନିଷ୍ପତ୍ତି ଏକପାଖିଆ । ସାଧାରଣ ଯାତ୍ରୀଙ୍କ ସହ କୌଣସି ଆଲୋଚନା ନକରି ଏହି ନିଷ୍ପତ୍ତି ନିଆଯାଇଛି । ଡିଜେଲ ଦର ହ୍ରାସ ହେଲେ ମଧ୍ୟ ଭଡ଼ା କମାଯାଏ ନାହିଁ । (1178, 208, 1492, 250)
paragraph: ଏହା ଫଳରେ ଅନ୍ୟୂନ ୧୨୧ ଜଣ ଲୋକ ଆହତ ହୋଇଥିବା ରିପୋର୍ଟରୁ ଜଣାପଡ଼ିଛି ବୋଲି ପୁଲିସ ସୂଚନା ଦେଇଛି । (8, 730, 324, 757)
paragraph: ପରିବେଶ ପ୍ରଦୂଷଣ, ଜଳବାୟୁ ପରିବର୍ତ୍ତନ ଓ ପ୍ରାକୃତିକ ସମ୍ପଦର ଅନିୟନ୍ତ୍ରିତ ଶୋଷଣ ଧନତନ୍ତ୍ରର ଆଉ ଏକ ଦିଗ । (888, 1790, 1170, 1817)
